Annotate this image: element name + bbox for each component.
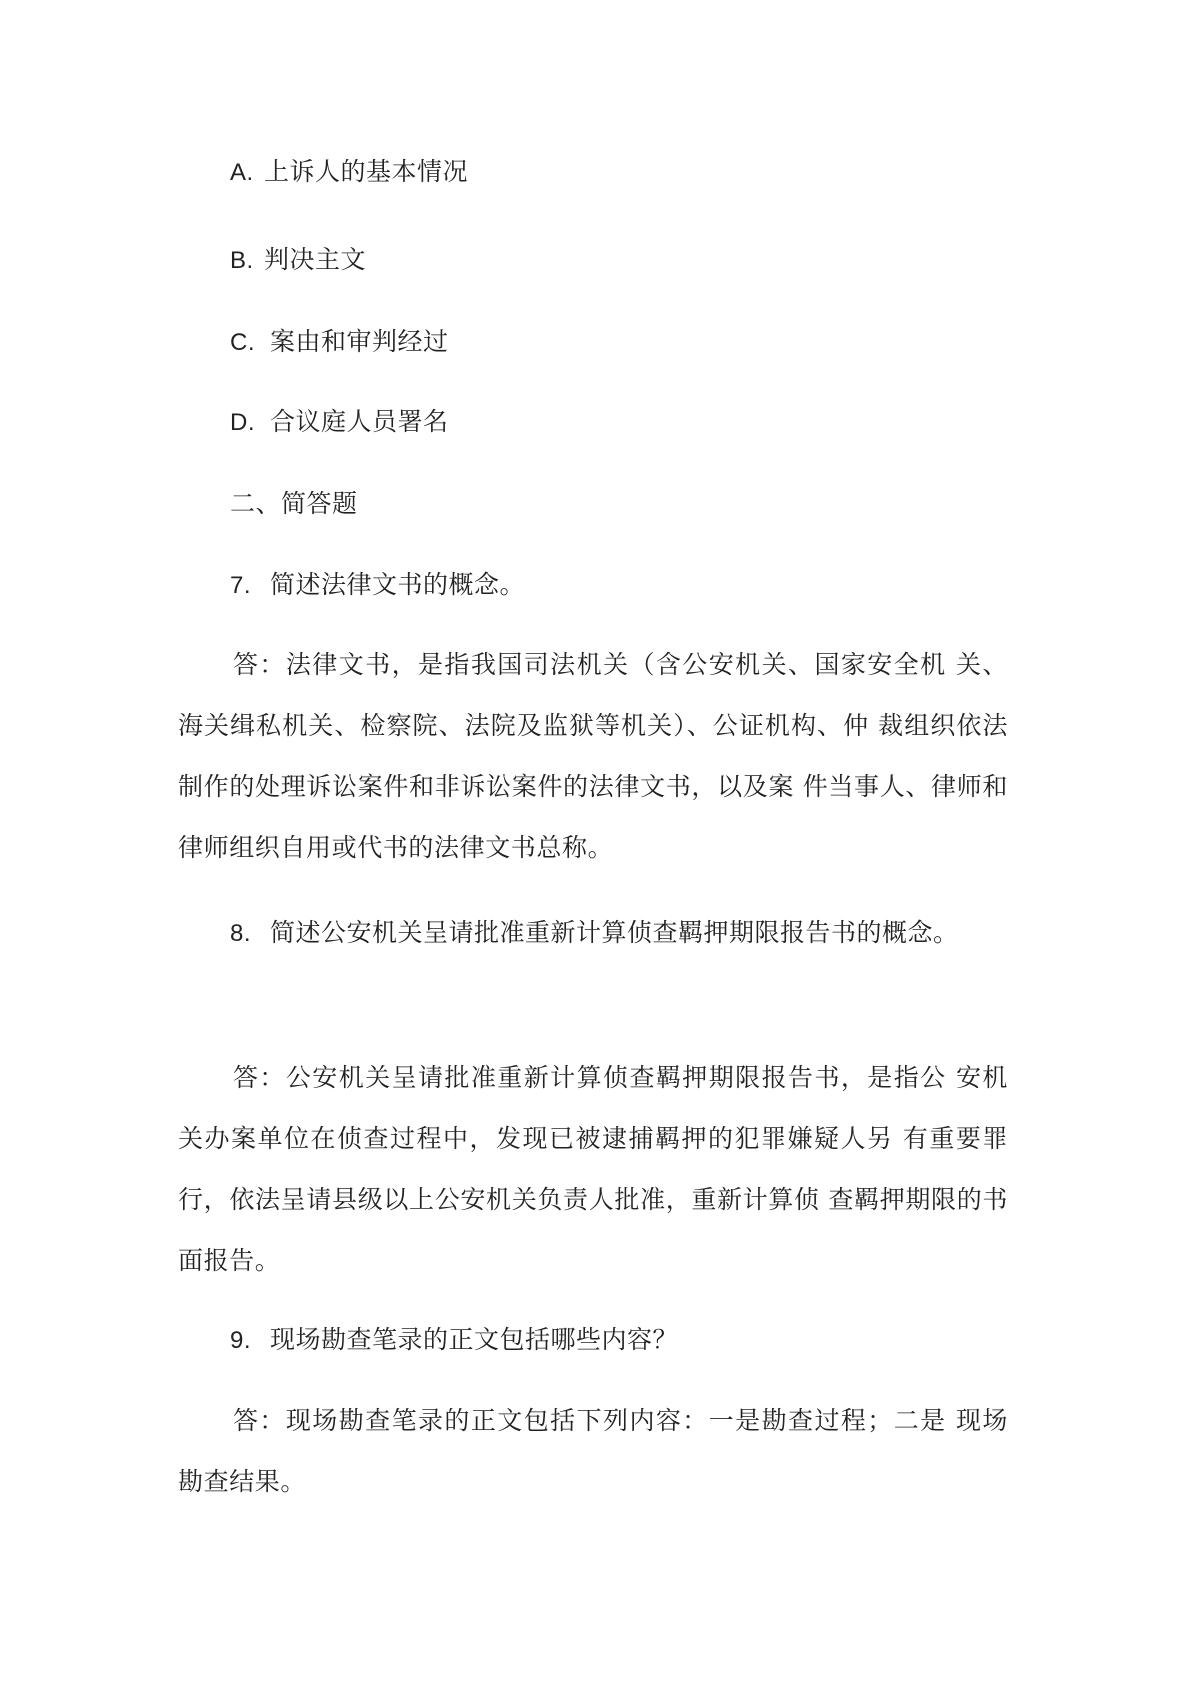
section-title: 二、简答题 <box>230 489 358 518</box>
option-text: 上诉人的基本情况 <box>264 157 469 186</box>
option-letter: C. <box>230 329 255 356</box>
question-text: 简述公安机关呈请批准重新计算侦查羁押期限报告书的概念。 <box>270 918 959 947</box>
option-a <box>230 155 468 190</box>
question-text: 简述法律文书的概念。 <box>270 570 526 599</box>
question-number: 8. <box>230 920 252 947</box>
question-text: 现场勘查笔录的正文包括哪些内容？ <box>270 1325 679 1354</box>
answer-7: 答：法律文书，是指我国司法机关（含公安机关、国家安全机 关、海关缉私机关、检察院、法院及监狱等机关）、公证机构、仲 裁组织依法制作的处理诉讼案件和非诉讼案件的法律文书，以及案 件当事人、律师和律师组织自用或代书的法律文书总称。 <box>178 650 1008 862</box>
question-number: 7. <box>230 572 252 599</box>
option-b <box>230 243 366 278</box>
option-letter: B. <box>230 247 254 274</box>
option-c <box>230 325 449 360</box>
option-letter: D. <box>230 409 255 436</box>
option-text: 案由和审判经过 <box>270 327 449 356</box>
option-text: 判决主文 <box>264 245 367 274</box>
option-d <box>230 405 449 440</box>
question-7 <box>230 568 525 603</box>
answer-9: 答：现场勘查笔录的正文包括下列内容：一是勘查过程；二是 现场勘查结果。 <box>178 1406 1008 1496</box>
option-text: 合议庭人员署名 <box>270 407 449 436</box>
question-number: 9. <box>230 1327 252 1354</box>
question-8 <box>230 916 959 951</box>
option-letter: A. <box>230 159 254 186</box>
answer-8: 答：公安机关呈请批准重新计算侦查羁押期限报告书，是指公 安机关办案单位在侦查过程中，发现已被逮捕羁押的犯罪嫌疑人另 有重要罪行，依法呈请县级以上公安机关负责人批准，重新计算侦 查羁押期限的书面报告。 <box>178 1063 1008 1275</box>
question-9 <box>230 1323 678 1358</box>
